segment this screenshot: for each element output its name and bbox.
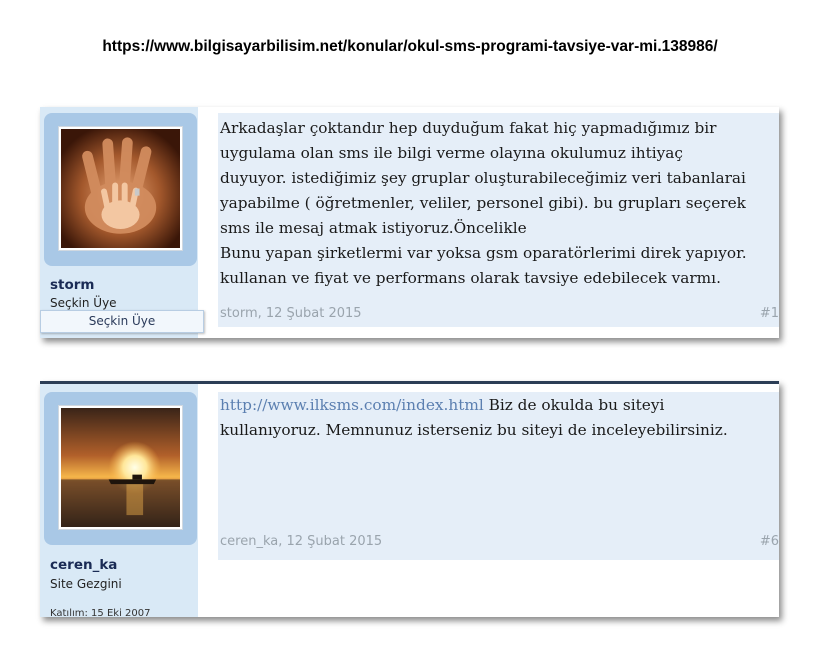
message-line: uygulama olan sms ile bilgi verme olayına okulumuz ihtiyaç	[220, 144, 683, 162]
message-line: Arkadaşlar çoktandır hep duyduğum fakat hiç yapmadığımız bir	[220, 119, 717, 137]
message-text-after-link: Biz de okulda bu siteyi kullanıyoruz. Memnunuz isterseniz bu siteyi de inceleyebilirsiniz.	[220, 396, 728, 439]
avatar-container	[44, 392, 197, 545]
message-body	[218, 113, 779, 327]
message-line: Bunu yapan şirketlermi var yoksa gsm oparatörlerimi direk yapıyor.	[220, 244, 747, 262]
username[interactable]: storm	[50, 277, 95, 293]
message-text	[220, 393, 780, 443]
message-text	[220, 116, 780, 291]
post-storm	[40, 107, 779, 338]
avatar-container	[44, 113, 197, 266]
username[interactable]: ceren_ka	[50, 557, 118, 573]
post-meta[interactable]: ceren_ka, 12 Şubat 2015	[220, 534, 383, 549]
message-line: duyuyor. istediğimiz şey gruplar oluşturabileceğimiz veri tabanlarai	[220, 169, 746, 187]
page-url: https://www.bilgisayarbilisim.net/konular/okul-sms-programi-tavsiye-var-mi.138986/	[102, 38, 718, 55]
avatar[interactable]	[58, 126, 183, 251]
message-link[interactable]: http://www.ilksms.com/index.html	[220, 396, 484, 414]
user-title: Seçkin Üye	[50, 296, 117, 310]
post-meta[interactable]: storm, 12 Şubat 2015	[220, 306, 362, 321]
message-line: sms ile mesaj atmak istiyoruz.Öncelikle	[220, 219, 527, 237]
sunset-avatar-icon	[61, 408, 180, 527]
avatar[interactable]	[58, 405, 183, 530]
post-number[interactable]: #1	[759, 306, 779, 321]
user-title: Site Gezgini	[50, 577, 122, 591]
join-date: Katılım: 15 Eki 2007	[50, 608, 151, 616]
post-number[interactable]: #6	[759, 534, 779, 549]
message-line: kullanan ve fiyat ve performans olarak tavsiye edebilecek varmı.	[220, 269, 721, 287]
user-sidebar	[40, 107, 198, 338]
user-sidebar	[40, 384, 198, 617]
message-line: yapabilme ( öğretmenler, veliler, personel gibi). bu grupları seçerek	[220, 194, 746, 212]
rank-badge: Seçkin Üye	[40, 310, 204, 333]
post-ceren-ka	[40, 381, 779, 617]
hands-avatar-icon	[61, 129, 180, 248]
